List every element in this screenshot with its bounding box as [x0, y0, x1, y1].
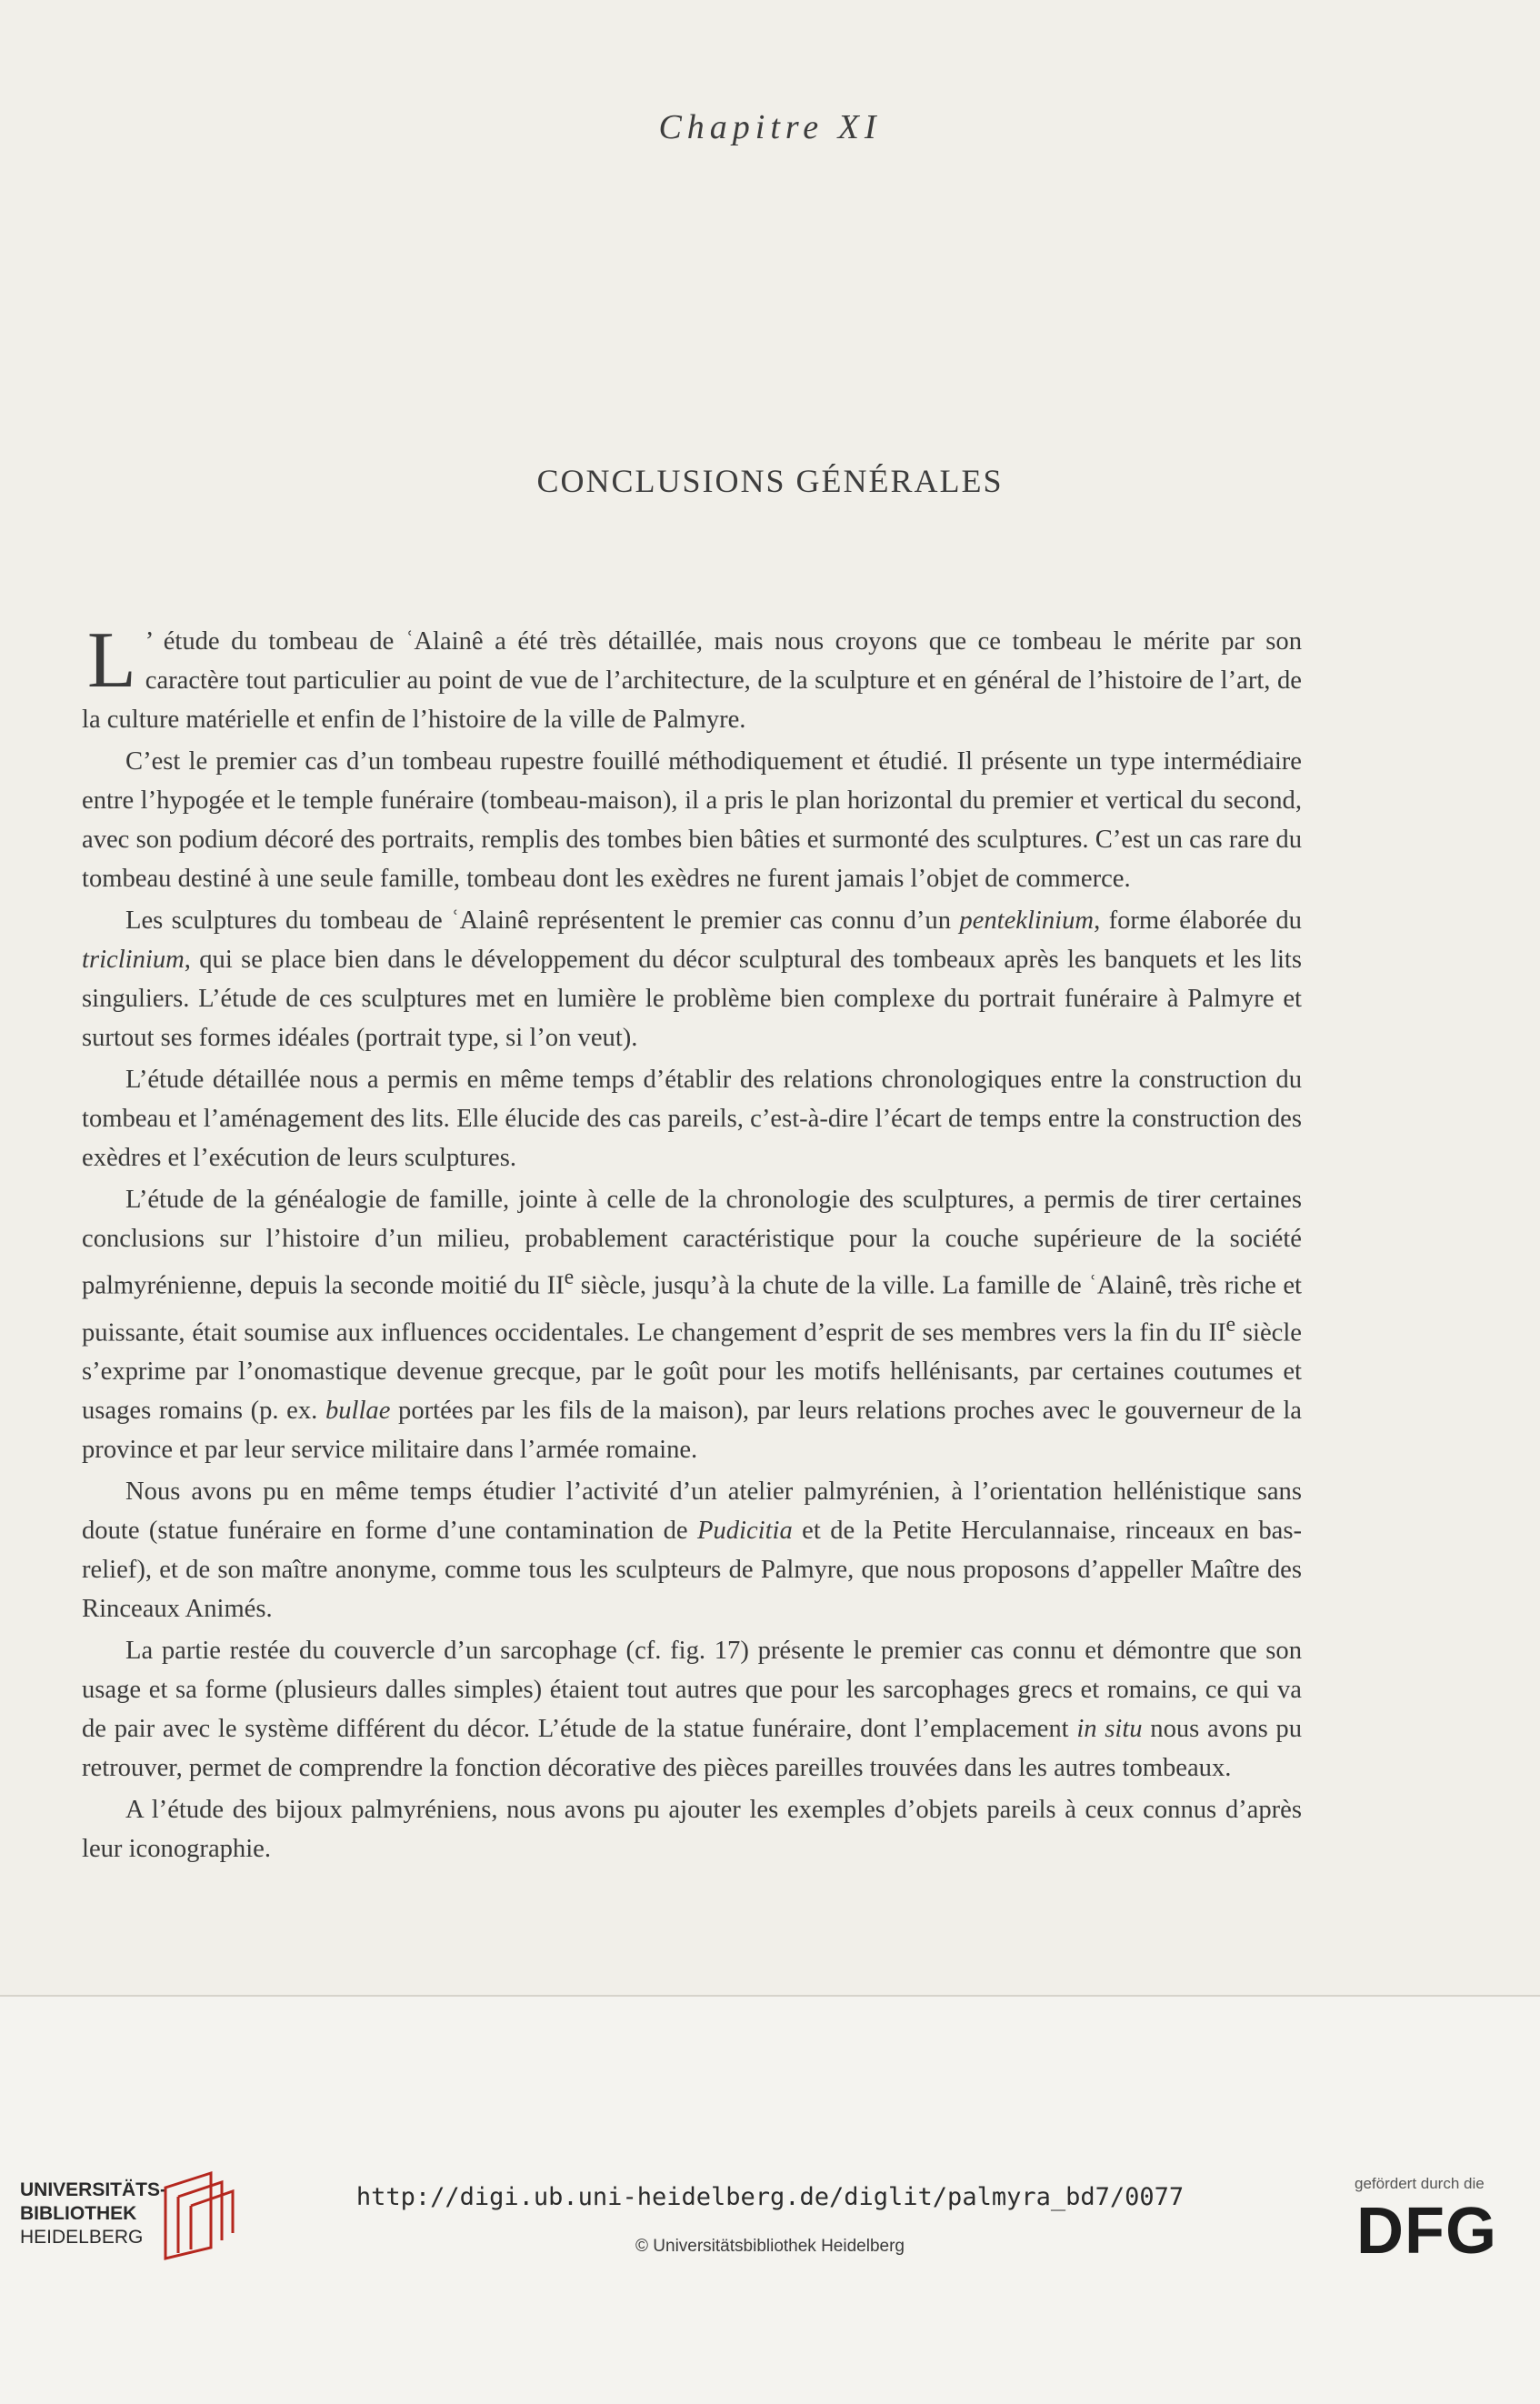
drop-cap: L	[87, 616, 136, 705]
paragraph-2: C’est le premier cas d’un tombeau rupestre fouillé méthodiquement et étudié. Il présente un type intermédiaire entre l’hypogée et le temple funéraire (tombeau-maison), il a pris le plan horizontal du premier et vertical du second, avec son podium décoré des portraits, remplis des tombes bien bâties et surmonté des sculptures. C’est un cas rare du tombeau destiné à une seule famille, tombeau dont les exèdres ne furent jamais l’objet de commerce.	[82, 747, 1302, 893]
paragraph-4: L’étude détaillée nous a permis en même temps d’établir des relations chronologiques entre la construction du tombeau et l’aménagement des lits. Elle élucide des cas pareils, c’est-à-dire l’écart de temps entre la construction des exèdres et l’exécution de leurs sculptures.	[82, 1066, 1302, 1172]
italic-term-pudicitia: Pudicitia	[696, 1517, 793, 1546]
italic-term-in-situ: in situ	[1076, 1715, 1143, 1744]
paragraph-5-text: portées par les fils de la maison), par leurs relations proches avec le gouverneur de la province et par leur service militaire dans l’armée romaine.	[82, 1397, 1302, 1465]
paragraph-5-text: siècle, jusqu’à la chute de la ville. La famille de ʿAlainê, très riche et puissante, était soumise aux influences occidentales. Le changement d’esprit de ses membres vers la fin du II	[82, 1271, 1302, 1347]
paragraph-6-text: Nous avons pu en même temps étudier l’activité d’un atelier palmyrénien, à l’orientation hellénistique sans doute (statue funéraire en forme d’une contamination de	[82, 1477, 1302, 1546]
paragraph-8: A l’étude des bijoux palmyréniens, nous avons pu ajouter les exemples d’objets pareils à ceux connus d’après leur iconographie.	[82, 1796, 1302, 1864]
paragraph-6	[82, 1472, 1302, 1628]
paragraph-7-text: La partie restée du couvercle d’un sarcophage (cf. fig. 17) présente le premier cas connu et démontre que son usage et sa forme (plusieurs dalles simples) étaient tout autres que pour les sarcophages grecs et romains, ce qui va de pair avec le système différent du décor. L’étude de la statue funéraire, dont l’emplacement	[82, 1637, 1302, 1744]
library-name-line-3: HEIDELBERG	[20, 2227, 144, 2248]
italic-term-bullae: bullae	[325, 1397, 391, 1426]
body-text	[82, 618, 1302, 1871]
section-title: CONCLUSIONS GÉNÉRALES	[536, 463, 1004, 499]
paragraph-1-text: ’ étude du tombeau de ʿAlainê a été très détaillée, mais nous croyons que ce tombeau le mérite par son caractère tout particulier au point de vue de l’architecture, de la sculpture et en général de l’histoire de l’art, de la culture matérielle et enfin de l’histoire de la ville de Palmyre.	[82, 627, 1302, 734]
copyright-notice: © Universitätsbibliothek Heidelberg	[635, 2237, 905, 2256]
paragraph-3-text: , qui se place bien dans le développement du décor sculptural des tombeaux après les banquets et les lits singuliers. L’étude de ces sculptures met en lumière le problème bien complexe du portrait funéraire à Palmyre et surtout ses formes idéales (portrait type, si l’on veut).	[82, 946, 1302, 1052]
paragraph-5-text: L’étude de la généalogie de famille, jointe à celle de la chronologie des sculptures, a permis de tirer certaines conclusions sur l’histoire d’un milieu, probablement caractéristique pour la couche supérieure de la société palmyrénienne, depuis la seconde moitié du II	[82, 1186, 1302, 1300]
chapter-heading: Chapitre XI	[658, 108, 882, 146]
paragraph-7-text: nous avons pu retrouver, permet de comprendre la fonction décorative des pièces pareilles trouvées dans les autres tombeaux.	[82, 1715, 1303, 1783]
italic-term-triclinium: triclinium	[82, 946, 185, 974]
paragraph-7	[82, 1631, 1302, 1788]
paragraph-3	[82, 901, 1302, 1057]
library-name-line-2: BIBLIOTHEK	[20, 2203, 137, 2224]
permalink-url[interactable]: http://digi.ub.uni-heidelberg.de/diglit/palmyra_bd7/0077	[355, 2183, 1185, 2211]
superscript: e	[564, 1266, 575, 1289]
paragraph-3-text: Les sculptures du tombeau de ʿAlainê représentent le premier cas connu d’un	[125, 907, 960, 935]
paragraph-3-text: , forme élaborée du	[1094, 907, 1302, 935]
paragraph-6-text: et de la Petite Herculannaise, rinceaux en bas-relief), et de son maître anonyme, comme tous les sculpteurs de Palmyre, que nous proposons d’appeller Maître des Rinceaux Animés.	[82, 1517, 1302, 1624]
funding-caption: gefördert durch die	[1355, 2175, 1485, 2192]
superscript: e	[1225, 1312, 1236, 1337]
library-name-line-1: UNIVERSITÄTS-	[20, 2179, 167, 2200]
dfg-logo: DFG	[1356, 2195, 1497, 2268]
paragraph-5-text: siècle s’exprime par l’onomastique devenue grecque, par le goût pour les motifs hellénisants, par certaines coutumes et usages romains (p. ex.	[82, 1318, 1302, 1426]
paragraph-1	[82, 616, 1302, 739]
italic-term-penteklinium: penteklinium	[959, 907, 1095, 935]
paragraph-5	[82, 1180, 1302, 1469]
